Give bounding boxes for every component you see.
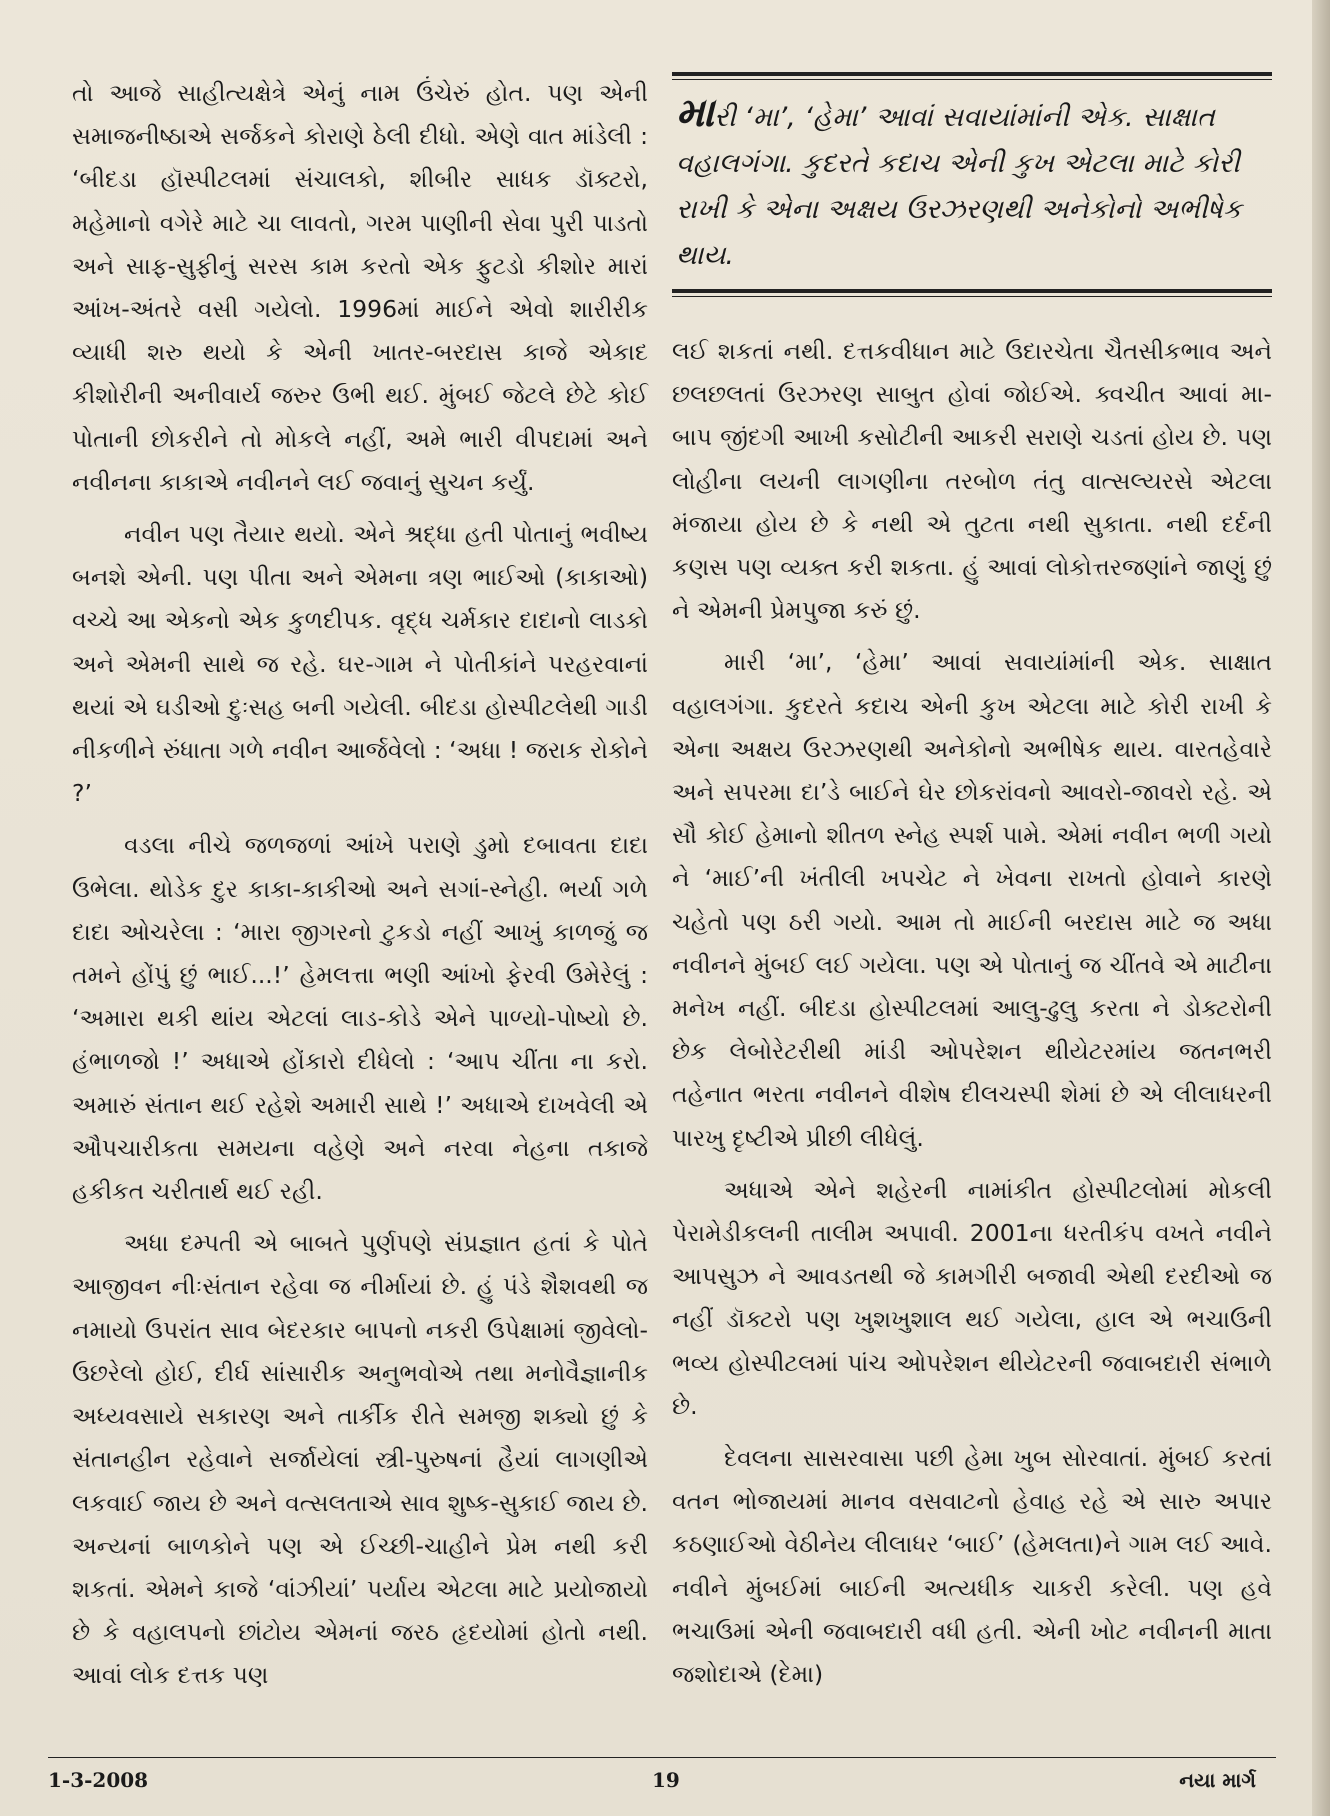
footer-rule xyxy=(48,1757,1276,1758)
paragraph: અધાએ એને શહેરની નામાંકીત હોસ્પીટલોમાં મોકલી પેરામેડીકલની તાલીમ અપાવી. 2001ના ધરતીકંપ વખતે નવીને આપસુઝ ને આવડતથી જે કામગીરી બજાવી એથી દરદીઓ જ નહીં ડૉક્ટરો પણ ખુશખુશાલ થઈ ગયેલા, હાલ એ ભચાઉની ભવ્ય હોસ્પીટલમાં પાંચ ઓપરેશન થીયેટરની જવાબદારી સંભાળે છે. xyxy=(672,1175,1272,1420)
paragraph: નવીન પણ તૈયાર થયો. એને શ્રદ્ધા હતી પોતાનું ભવીષ્ય બનશે એની. પણ પીતા અને એમના ત્રણ ભાઈઓ (કાકાઓ) વચ્ચે આ એકનો એક કુળદીપક. વૃદ્ધ ચર્મકાર દાદાનો લાડકો અને એમની સાથે જ રહે. ઘર-ગામ ને પોતીકાંને પરહરવાનાં થયાં એ ઘડીઓ દુઃસહ બની ગયેલી. બીદડા હોસ્પીટલેથી ગાડી નીકળીને રુંધાતા ગળે નવીન આર્જવેલો : ‘અધા ! જરાક રોકોને ?’ xyxy=(72,520,648,808)
left-column xyxy=(72,72,648,1698)
paragraph: વડલા નીચે જળજળાં આંખે પરાણે ડુમો દબાવતા દાદા ઉભેલા. થોડેક દુર કાકા-કાકીઓ અને સગાં-સ્નેહી. ભર્યા ગળે દાદા ઓચરેલા : ‘મારા જીગરનો ટુકડો નહીં આખું કાળજું જ તમને હોંપું છું ભાઈ...!’ હેમલત્તા ભણી આંખો ફેરવી ઉમેરેલું : ‘અમારા થકી થાંય એટલાં લાડ-કોડે એને પાળ્યો-પોષ્યો છે. હંભાળજો !’ અધાએ હોંકારો દીધેલો : ‘આપ ચીંતા ના કરો. અમારું સંતાન થઈ રહેશે અમારી સાથે !’ અધાએ દાખવેલી એ ઔપચારીકતા સમયના વહેણે અને નરવા નેહના તકાજે હકીકત ચરીતાર્થ થઈ રહી. xyxy=(72,831,648,1206)
page-edge xyxy=(1312,0,1330,1816)
paragraph: દેવલના સાસરવાસા પછી હેમા ખુબ સોરવાતાં. મુંબઈ કરતાં વતન ભોજાયમાં માનવ વસવાટનો હેવાહ રહે એ સારુ અપાર કઠણાઈઓ વેઠીનેય લીલાધર ‘બાઈ’ (હેમલતા)ને ગામ લઈ આવે. નવીને મુંબઈમાં બાઈની અત્યધીક ચાકરી કરેલી. પણ હવે ભચાઉમાં એની જવાબદારી વધી હતી. એની ખોટ નવીનની માતા જશોદાએ (દેમા) xyxy=(672,1444,1272,1689)
pull-quote-body: રી ‘મા’, ‘હેમા’ આવાં સવાયાંમાંની એક. સાક્ષાત વહાલગંગા. કુદરતે કદાચ એની કુખ એટલા માટે કોરી રાખી કે એના અક્ષય ઉરઝરણથી અનેકોનો અભીષેક થાય. xyxy=(676,102,1242,271)
paragraph: તો આજે સાહીત્યક્ષેત્રે એનું નામ ઉંચેરું હોત. પણ એની સમાજનીષ્ઠાએ સર્જકને કોરાણે ઠેલી દીધો. એણે વાત માંડેલી : ‘બીદડા હૉસ્પીટલમાં સંચાલકો, શીબીર સાધક ડૉક્ટરો, મહેમાનો વગેરે માટે ચા લાવતો, ગરમ પાણીની સેવા પુરી પાડતો અને સાફ-સુફીનું સરસ કામ કરતો એક ફુટડો કીશોર મારાં આંખ-અંતરે વસી ગયેલો. 1996માં માઈને એવો શારીરીક વ્યાધી શરુ થયો કે એની ખાતર-બરદાસ કાજે એકાદ કીશોરીની અનીવાર્ય જરુર ઉભી થઈ. મુંબઈ જેટલે છેટે કોઈ પોતાની છોકરીને તો મોકલે નહીં, અમે ભારી વીપદામાં અને નવીનના કાકાએ નવીનને લઈ જવાનું સુચન કર્યું. xyxy=(72,79,648,496)
pull-quote-drop-cap: મા xyxy=(676,90,715,136)
publication-name: નયા માર્ગ xyxy=(1179,1768,1256,1792)
pull-quote-top-rule xyxy=(672,72,1272,80)
paragraph: લઈ શકતાં નથી. દત્તકવીધાન માટે ઉદારચેતા ચૈતસીકભાવ અને છલછલતાં ઉરઝરણ સાબુત હોવાં જોઈએ. ક્વચીત આવાં મા-બાપ જીંદગી આખી કસોટીની આકરી સરાણે ચડતાં હોય છે. પણ લોહીના લયની લાગણીના તરબોળ તંતુ વાત્સલ્યરસે એટલા મંજાયા હોય છે કે નથી એ તુટતા નથી સુકાતા. નથી દર્દની કણસ પણ વ્યક્ત કરી શકતા. હું આવાં લોકોત્તરજણાંને જાણું છું ને એમની પ્રેમપુજા કરું છું. xyxy=(672,337,1272,625)
page-number: 19 xyxy=(652,1768,680,1792)
pull-quote-bottom-rule xyxy=(672,289,1272,297)
footer-date: 1-3-2008 xyxy=(48,1768,149,1792)
paragraph: અધા દમ્પતી એ બાબતે પુર્ણપણે સંપ્રજ્ઞાત હતાં કે પોતે આજીવન નીઃસંતાન રહેવા જ નીર્માયાં છે. હું પંડે શૈશવથી જ નમાયો ઉપરાંત સાવ બેદરકાર બાપનો નકરી ઉપેક્ષામાં જીવેલો-ઉછરેલો હોઈ, દીર્ઘ સાંસારીક અનુભવોએ તથા મનોવૈજ્ઞાનીક અધ્યવસાયે સકારણ અને તાર્કીક રીતે સમજી શક્યો છું કે સંતાનહીન રહેવાને સર્જાયેલાં સ્ત્રી-પુરુષનાં હૈયાં લાગણીએ લકવાઈ જાય છે અને વત્સલતાએ સાવ શુષ્ક-સુકાઈ જાય છે. અન્યનાં બાળકોને પણ એ ઈચ્છી-ચાહીને પ્રેમ નથી કરી શકતાં. એમને કાજે ‘વાંઝીયાં’ પર્યાય એટલા માટે પ્રયોજાયો છે કે વહાલપનો છાંટોય એમનાં જરઠ હૃદયોમાં હોતો નથી. આવાં લોક દત્તક પણ xyxy=(72,1229,648,1690)
right-column xyxy=(672,330,1272,1696)
pull-quote xyxy=(672,72,1272,297)
paragraph: મારી ‘મા’, ‘હેમા’ આવાં સવાયાંમાંની એક. સાક્ષાત વહાલગંગા. કુદરતે કદાચ એની કુખ એટલા માટે કોરી રાખી કે એના અક્ષય ઉરઝરણથી અનેકોનો અભીષેક થાય. વારતહેવારે અને સપરમા દા’ડે બાઈને ઘેર છોકરાંવનો આવરો-જાવરો રહે. એ સૌ કોઈ હેમાનો શીતળ સ્નેહ સ્પર્શ પામે. એમાં નવીન ભળી ગયો ને ‘માઈ’ની ખંતીલી ખપચેટ ને ખેવના રાખતો હોવાને કારણે ચહેતો પણ ઠરી ગયો. આમ તો માઈની બરદાસ માટે જ અધા નવીનને મુંબઈ લઈ ગયેલા. પણ એ પોતાનું જ ચીંતવે એ માટીના મનેખ નહીં. બીદડા હોસ્પીટલમાં આલુ-ઢુલુ કરતા ને ડોક્ટરોની છેક લેબોરેટરીથી માંડી ઓપરેશન થીયેટરમાંય જતનભરી તહેનાત ભરતા નવીનને વીશેષ દીલચસ્પી શેમાં છે એ લીલાધરની પારખુ દૃષ્ટીએ પ્રીછી લીધેલું. xyxy=(672,648,1272,1152)
pull-quote-text xyxy=(672,80,1272,289)
